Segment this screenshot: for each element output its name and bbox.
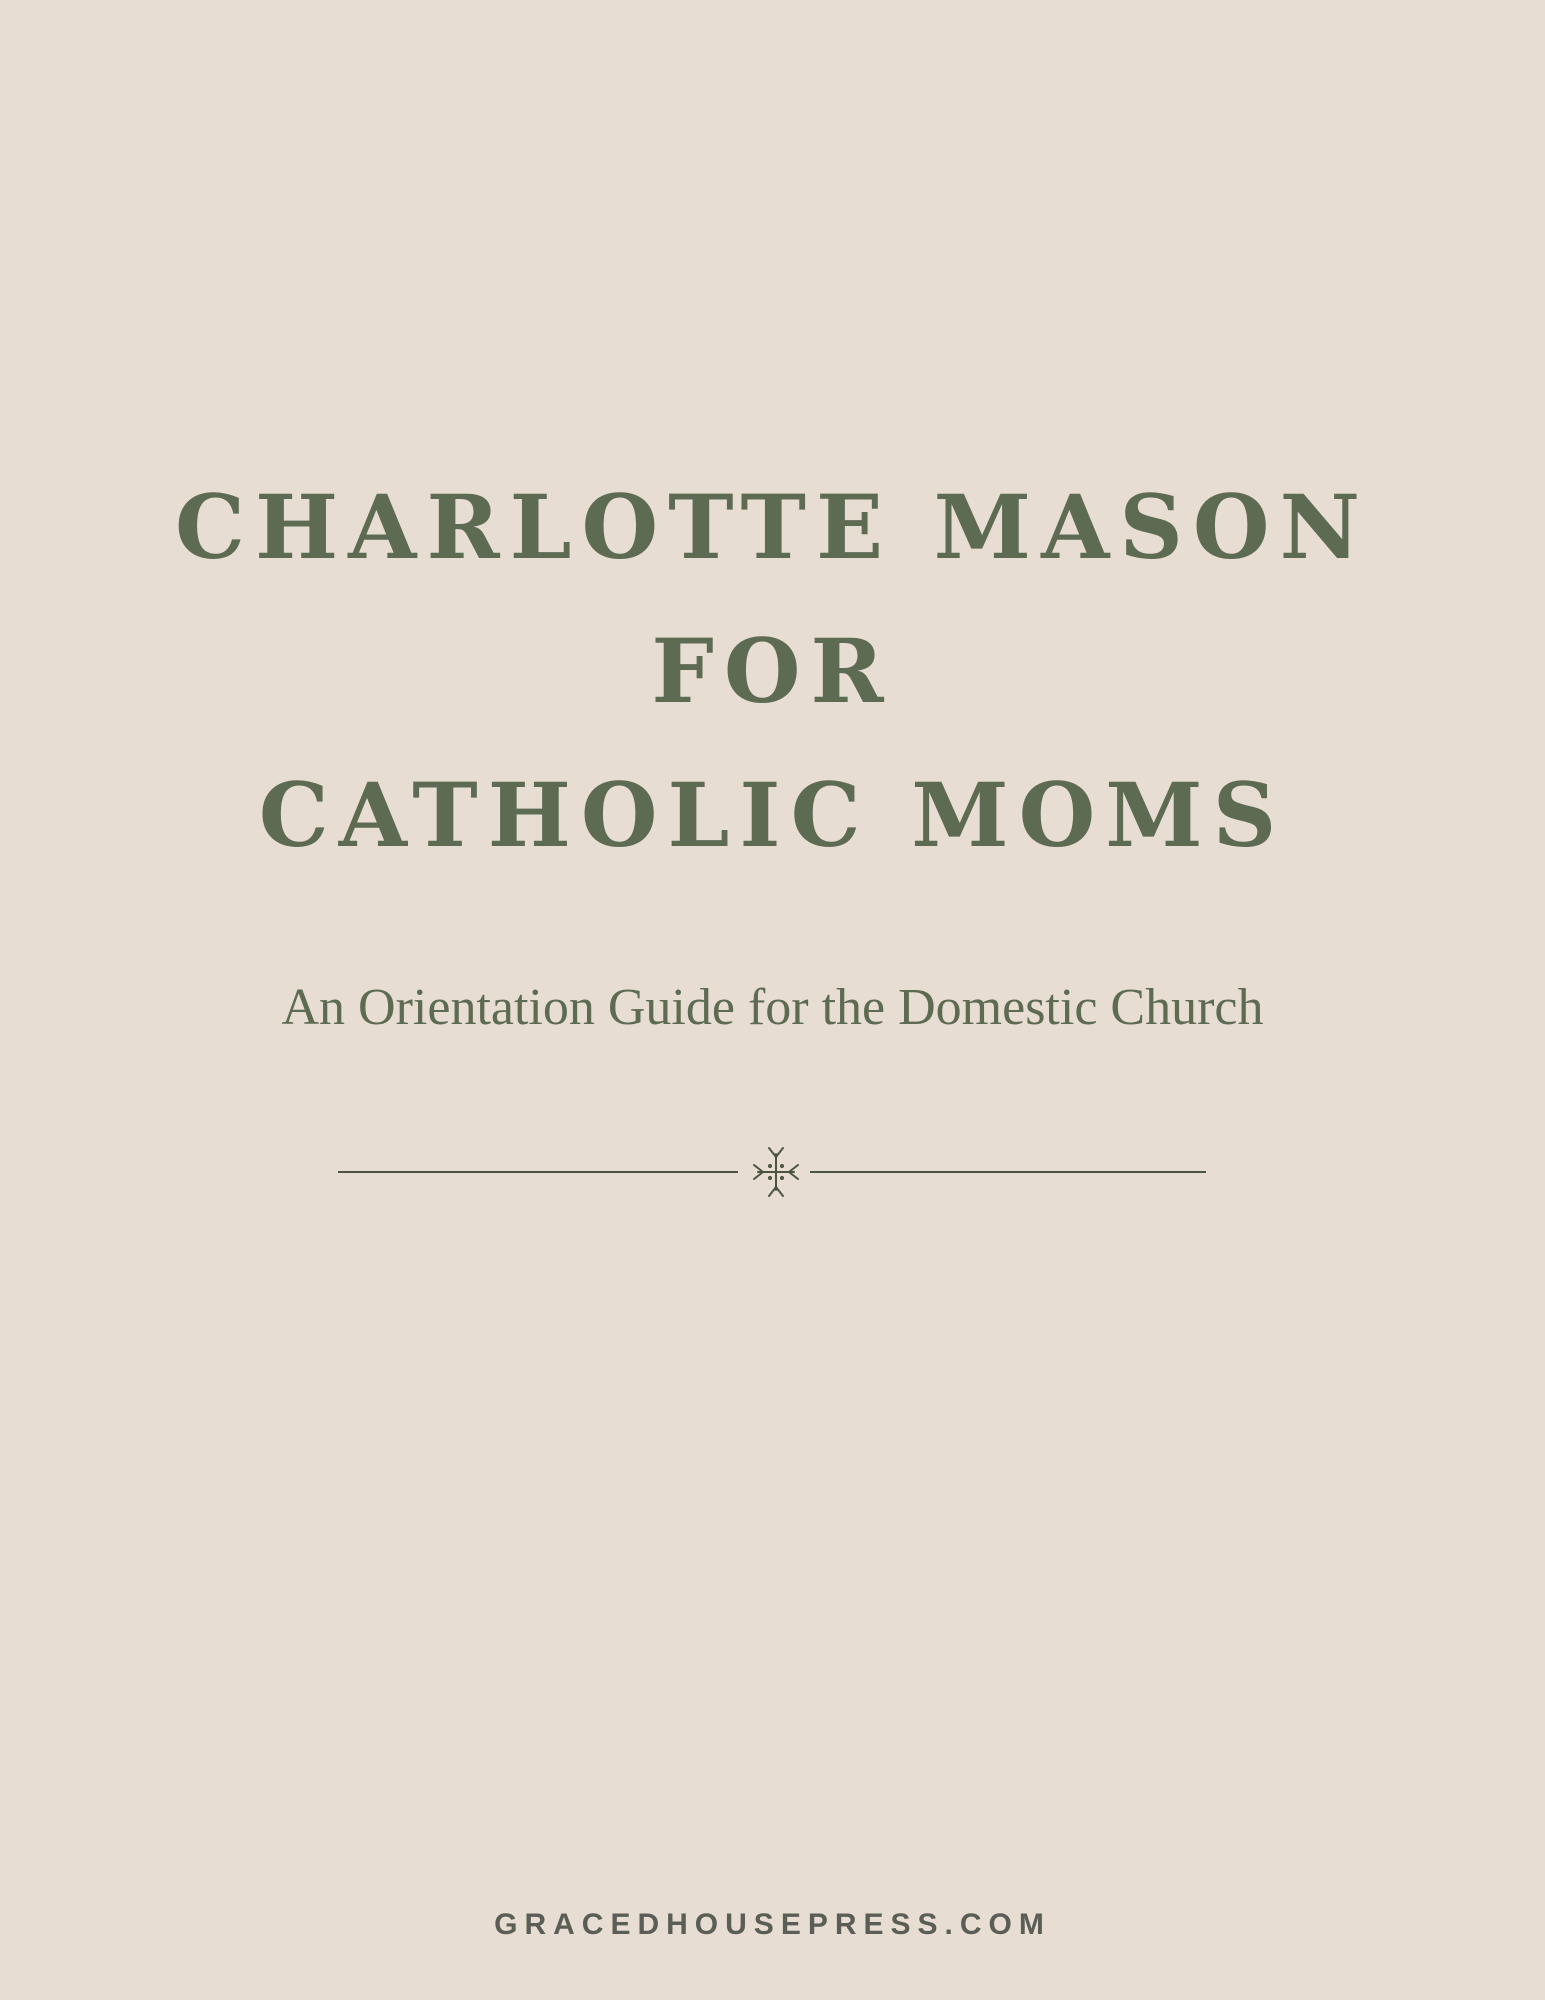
cover-title	[0, 455, 1545, 887]
title-line-3: CATHOLIC MOMS	[258, 763, 1287, 867]
cover-subtitle: An Orientation Guide for the Domestic Church	[281, 979, 1264, 1036]
cross-flourish-icon	[752, 1144, 800, 1200]
divider-rule-right	[810, 1171, 1206, 1173]
title-line-2: FOR	[651, 619, 894, 723]
ornamental-divider	[338, 1144, 1206, 1200]
divider-rule-left	[338, 1171, 738, 1173]
website-url: GRACEDHOUSEPRESS.COM	[494, 1908, 1051, 1941]
title-line-1: CHARLOTTE MASON	[175, 475, 1370, 579]
